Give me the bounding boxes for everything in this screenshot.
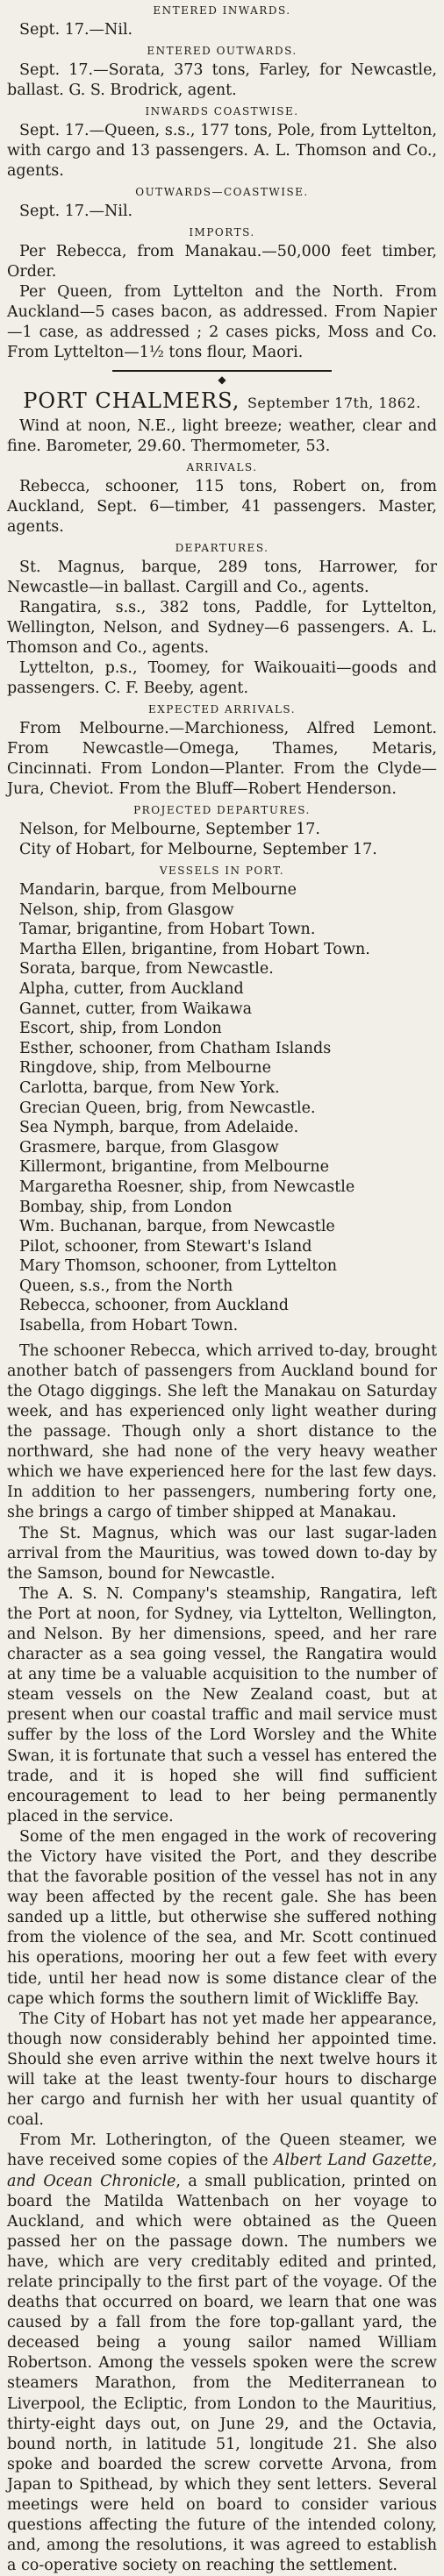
vessel-list-item: Ringdove, ship, from Melbourne — [19, 1059, 271, 1078]
vessel-list-item: Bombay, ship, from London — [19, 1198, 233, 1216]
port-chalmers-heading — [7, 388, 437, 416]
section-heading-projected-departures: PROJECTED DEPARTURES. — [133, 804, 311, 816]
section-heading-outwards-coastwise: OUTWARDS—COASTWISE. — [135, 186, 309, 198]
divider-ornament: ◆ — [218, 374, 226, 386]
section-heading-departures: DEPARTURES. — [175, 542, 269, 554]
news-paragraph: The St. Magnus, which was our last sugar-laden arrival from the Mauritius, was towed down to-day by the Samson, bound for Newcastle. — [7, 1524, 437, 1583]
vessel-list-item: Tamar, brigantine, from Hobart Town. — [19, 921, 316, 939]
section-heading-entered-outwards: ENTERED OUTWARDS. — [147, 45, 297, 57]
news-paragraph: The schooner Rebecca, which arrived to-day, brought another batch of passengers from Auckland bound for the Otago diggings. She left the Manakau on Saturday week, and has experienced only light weather during the passage. Though only a short distance to the northward, she had none of the very heavy weather which we have experienced here for the last few days. In addition to her passengers, numbering forty one, she brings a cargo of timber shipped at Manakau. — [7, 1341, 437, 1522]
entry-line: Sept. 17.—Queen, s.s., 177 tons, Pole, from Lyttelton, with cargo and 13 passengers. A. L. Thomson and Co., agents. — [7, 122, 437, 180]
vessel-list-item: Wm. Buchanan, barque, from Newcastle — [19, 1218, 335, 1236]
entry-line: Per Queen, from Lyttelton and the North. From Auckland—5 cases bacon, as addressed. From Napier—1 case, as addressed ; 2 cases picks, Moss and Co. From Lyttelton—1½ tons flour, Maori. — [7, 283, 437, 361]
arrival-entry: Rebecca, schooner, 115 tons, Robert on, from Auckland, Sept. 6—timber, 41 passengers. Master, agents. — [7, 478, 437, 536]
port-date: September 17th, 1862. — [247, 395, 421, 411]
news-paragraph — [7, 2131, 437, 2576]
weather-line: Wind at noon, N.E., light breeze; weather, clear and fine. Barometer, 29.60. Thermometer, 53. — [7, 417, 437, 455]
news-body — [7, 1341, 437, 2576]
vessel-list-item: Mary Thomson, schooner, from Lyttelton — [19, 1257, 338, 1276]
vessel-list-item: Rebecca, schooner, from Auckland — [19, 1297, 289, 1315]
publication-title: Albert Land Gazette, and Ocean Chronicle — [7, 2152, 437, 2190]
vessel-list-item: Killermont, brigantine, from Melbourne — [19, 1158, 330, 1177]
vessel-list-item: Escort, ship, from London — [19, 1020, 222, 1038]
vessel-list-item: Alpha, cutter, from Auckland — [19, 979, 244, 998]
section-heading-entered-inwards: ENTERED INWARDS. — [153, 4, 291, 17]
section-heading-arrivals: ARRIVALS. — [186, 461, 258, 473]
vessel-list-item: Grasmere, barque, from Glasgow — [19, 1138, 279, 1156]
departure-entry: Lyttelton, p.s., Toomey, for Waikouaiti—goods and passengers. C. F. Beeby, agent. — [7, 659, 437, 697]
section-heading-vessels-in-port: VESSELS IN PORT. — [159, 865, 285, 877]
vessel-list-item: Sorata, barque, from Newcastle. — [19, 960, 274, 978]
departure-entry: St. Magnus, barque, 289 tons, Harrower, for Newcastle—in ballast. Cargill and Co., agents. — [7, 559, 437, 596]
vessel-list-item: Isabella, from Hobart Town. — [19, 1317, 239, 1335]
vessel-list-item: Mandarin, barque, from Melbourne — [19, 881, 297, 899]
vessels-in-port-list — [7, 880, 437, 1336]
vessel-list-item: Gannet, cutter, from Waikawa — [19, 1000, 253, 1018]
vessel-list-item: Martha Ellen, brigantine, from Hobart Town. — [19, 940, 370, 958]
expected-arrivals-entry: From Melbourne.—Marchioness, Alfred Lemont. From Newcastle—Omega, Thames, Metaris, Cincinnati. From London—Planter. From the Clyde—Jura, Cheviot. From the Bluff—Robert Henderson. — [7, 720, 437, 798]
entry-line: Per Rebecca, from Manakau.—50,000 feet timber, Order. — [7, 243, 437, 281]
news-paragraph: Some of the men engaged in the work of recovering the Victory have visited the Port, and they describe that the favorable position of the vessel has not in any way been affected by the recent gale. She has been sanded up a little, but otherwise she suffered nothing from the violence of the sea, and Mr. Scott continued his operations, mooring her out a few feet with every tide, until her head now is some distance clear of the cape which forms the southern limit of Wickliffe Bay. — [7, 1827, 437, 2008]
departure-entry: Rangatira, s.s., 382 tons, Paddle, for Lyttelton, Wellington, Nelson, and Sydney—6 passengers. A. L. Thomson and Co., agents. — [7, 599, 437, 657]
vessel-list-item: Pilot, schooner, from Stewart's Island — [19, 1237, 312, 1256]
vessel-list-item: Sea Nymph, barque, from Adelaide. — [19, 1119, 299, 1137]
vessel-list-item: Margaretha Roesner, ship, from Newcastle — [19, 1178, 355, 1196]
entry-line: Sept. 17.—Sorata, 373 tons, Farley, for Newcastle, ballast. G. S. Brodrick, agent. — [7, 61, 437, 99]
section-heading-inwards-coastwise: INWARDS COASTWISE. — [145, 105, 299, 117]
vessel-list-item: Esther, schooner, from Chatham Islands — [19, 1039, 332, 1057]
port-title: PORT CHALMERS, — [23, 388, 240, 413]
vessel-list-item: Grecian Queen, brig, from Newcastle. — [19, 1099, 316, 1117]
projected-departure-entry: City of Hobart, for Melbourne, September 17. — [19, 841, 377, 858]
newspaper-column — [0, 1, 444, 2576]
section-heading-expected-arrivals: EXPECTED ARRIVALS. — [147, 703, 297, 715]
entry-line: Sept. 17.—Nil. — [19, 21, 133, 39]
section-heading-imports: IMPORTS. — [189, 226, 255, 238]
projected-departure-entry: Nelson, for Melbourne, September 17. — [19, 821, 320, 838]
section-divider — [112, 370, 332, 372]
paragraph-text: From Mr. Lotherington, of the Queen steamer, we have received some copies of the — [7, 2131, 437, 2170]
vessel-list-item: Carlotta, barque, from New York. — [19, 1078, 280, 1097]
paragraph-text: , a small publication, printed on board the Matilda Wattenbach on her voyage to Auckland, and which were obtained as the Queen passed her on the passage down. The numbers we have, which are very creditably edited and printed, relate principally to the first part of the voyage. Of the deaths that occurred on board, we learn that one was caused by a fall from the fore top-gallant yard, the deceased being a young sailor named William Robertson. Among the vessels spoken were the screw steamers Marathon, from the Mediterranean to Liverpool, the Ecliptic, from London to the Mauritius, thirty-eight days out, on June 29, and the Octavia, bound north, in latitude 51, longitude 21. She also spoke and boarded the screw corvette Arvona, from Japan to Spithead, by which they sent letters. Several meetings were held on board to consider various questions affecting the future of the intended colony, and, among the resolutions, it was agreed to establish a co-operative society on reaching the settlement. — [7, 2172, 437, 2575]
news-paragraph: The A. S. N. Company's steamship, Rangatira, left the Port at noon, for Sydney, via Lyttelton, Wellington, and Nelson. By her dimensions, speed, and her rare character as a sea going vessel, the Rangatira would at any time be a valuable acquisition to the number of steam vessels on the New Zealand coast, but at present when our coastal traffic and mail service must suffer by the loss of the Lord Worsley and the White Swan, it is fortunate that such a vessel has entered the trade, and it is hoped she will find sufficient encouragement to lead to her being permanently placed in the service. — [7, 1584, 437, 1825]
vessel-list-item: Nelson, ship, from Glasgow — [19, 900, 234, 919]
entry-line: Sept. 17.—Nil. — [19, 203, 133, 220]
vessel-list-item: Queen, s.s., from the North — [19, 1277, 233, 1295]
news-paragraph: The City of Hobart has not yet made her appearance, though now considerably behind her appointed time. Should she even arrive within the next twelve hours it will take at the least twenty-four hours to discharge her cargo and furnish her with her usual quantity of coal. — [7, 2010, 437, 2130]
